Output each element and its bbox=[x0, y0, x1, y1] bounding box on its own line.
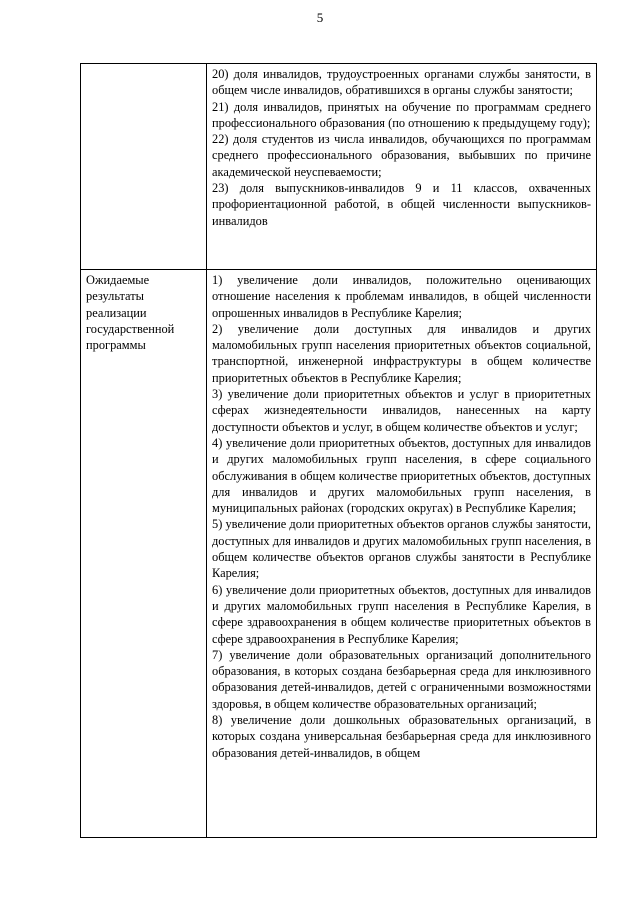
list-item: 6) увеличение доли приоритетных объектов, доступных для инвалидов и других маломобильных групп населения в Республике Карелия, в сфере здравоохранения в общем количестве приоритетных объектов в сфере здравоохранения в Республике Карелия; bbox=[212, 582, 591, 646]
list-item: 2) увеличение доли доступных для инвалидов и других маломобильных групп населения приоритетных объектов социальной, транспортной, инженерной инфраструктуры в общем количестве приоритетных объектов в Республике Карелия; bbox=[212, 321, 591, 385]
program-passport-table bbox=[80, 63, 597, 838]
list-item: 20) доля инвалидов, трудоустроенных органами службы занятости, в общем числе инвалидов, обратившихся в органы службы занятости; bbox=[212, 67, 591, 98]
row-label-cell: Ожидаемые результаты реализации государственной программы bbox=[81, 270, 207, 838]
table-row bbox=[81, 270, 597, 838]
list-item: 7) увеличение доли образовательных организаций дополнительного образования, в которых создана безбарьерная среда для инклюзивного образования детей-инвалидов, детей с ограниченными возможностями здоровья, в общем количестве образовательных организаций; bbox=[212, 647, 591, 711]
expected-results-cell bbox=[207, 270, 597, 838]
list-item: 4) увеличение доли приоритетных объектов, доступных для инвалидов и других маломобильных групп населения, в сфере социального обслуживания в общем количестве приоритетных объектов, доступных для инвалидов и других маломобильных групп населения, в муниципальных районах (городских округах) в Республике Карелия; bbox=[212, 435, 591, 516]
list-item: 23) доля выпускников-инвалидов 9 и 11 классов, охваченных профориентационной работой, в общей численности выпускников-инвалидов bbox=[212, 181, 591, 228]
list-item: 3) увеличение доли приоритетных объектов и услуг в приоритетных сферах жизнедеятельности инвалидов, нанесенных на карту доступности объектов и услуг, в общем количестве объектов и услуг; bbox=[212, 387, 591, 434]
table-row bbox=[81, 64, 597, 270]
row-label-cell bbox=[81, 64, 207, 270]
page-number: 5 bbox=[316, 10, 324, 25]
list-item: 22) доля студентов из числа инвалидов, обучающихся по программам среднего профессионального образования, выбывших по причине академической неуспеваемости; bbox=[212, 132, 591, 179]
indicators-cell bbox=[207, 64, 597, 270]
list-item: 21) доля инвалидов, принятых на обучение по программам среднего профессионального образования (по отношению к предыдущему году); bbox=[212, 99, 591, 130]
list-item: 8) увеличение доли дошкольных образовательных организаций, в которых создана универсальная безбарьерная среда для инклюзивного образования детей-инвалидов, в общем bbox=[212, 713, 591, 760]
list-item: 5) увеличение доли приоритетных объектов органов службы занятости, доступных для инвалидов и других маломобильных групп населения, в общем количестве объектов органов службы занятости в Республике Карелия; bbox=[212, 517, 591, 581]
list-item: 1) увеличение доли инвалидов, положительно оценивающих отношение населения к проблемам инвалидов, в общей численности опрошенных инвалидов в Республике Карелия; bbox=[212, 273, 591, 320]
